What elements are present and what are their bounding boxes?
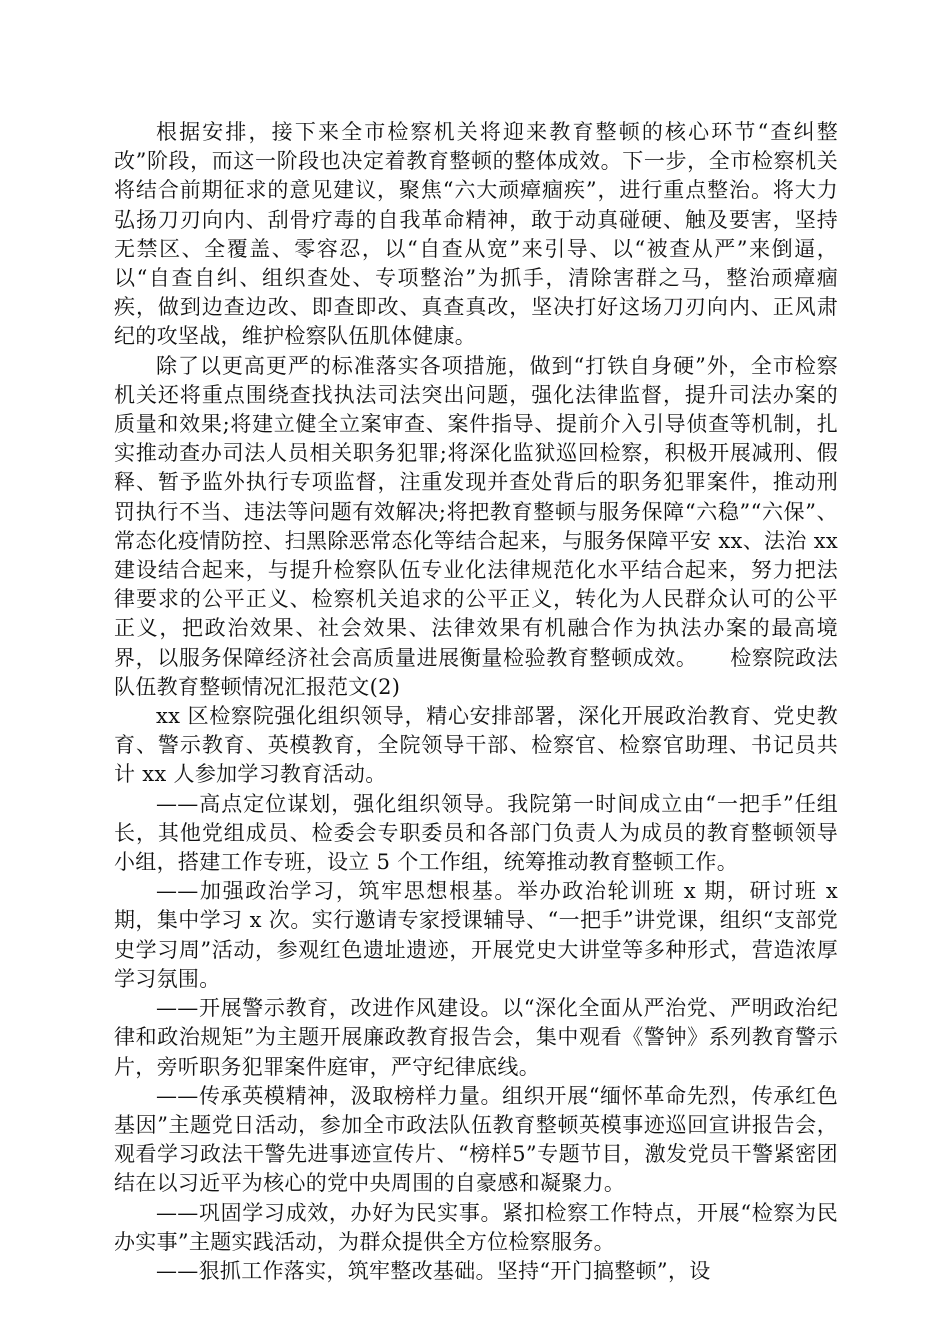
paragraph: ——加强政治学习，筑牢思想根基。举办政治轮训班 x 期，研讨班 x 期，集中学习 x 次。实行邀请专家授课辅导、“一把手”讲党课，组织“支部党史学习周”活动，参观红色遗址遗迹，开展党史大讲堂等多种形式，营造浓厚学习氛围。	[114, 879, 838, 991]
paragraph: ——传承英模精神，汲取榜样力量。组织开展“缅怀革命先烈，传承红色基因”主题党日活动，参加全市政法队伍教育整顿英模事迹巡回宣讲报告会，观看学习政法干警先进事迹宣传片、“榜样5”专题节目，激发党员干警紧密团结在以习近平为核心的党中央周围的自豪感和凝聚力。	[114, 1083, 838, 1196]
document-body	[114, 118, 838, 1286]
paragraph: ——巩固学习成效，办好为民实事。紧扣检察工作特点，开展“检察为民办实事”主题实践活动，为群众提供全方位检察服务。	[114, 1200, 838, 1254]
paragraph: 根据安排，接下来全市检察机关将迎来教育整顿的核心环节“查纠整改”阶段，而这一阶段也决定着教育整顿的整体成效。下一步，全市检察机关将结合前期征求的意见建议，聚焦“六大顽瘴痼疾”，进行重点整治。将大力弘扬刀刃向内、刮骨疗毒的自我革命精神，敢于动真碰硬、触及要害，坚持无禁区、全覆盖、零容忍，以“自查从宽”来引导、以“被查从严”来倒逼，以“自查自纠、组织查处、专项整治”为抓手，清除害群之马，整治顽瘴痼疾，做到边查边改、即查即改、真查真改，坚决打好这场刀刃向内、正风肃纪的攻坚战，维护检察队伍肌体健康。	[114, 120, 838, 349]
paragraph: ——开展警示教育，改进作风建设。以“深化全面从严治党、严明政治纪律和政治规矩”为主题开展廉政教育报告会，集中观看《警钟》系列教育警示片，旁听职务犯罪案件庭审，严守纪律底线。	[114, 996, 838, 1079]
paragraph: 除了以更高更严的标准落实各项措施，做到“打铁自身硬”外，全市检察机关还将重点围绕查找执法司法突出问题，强化法律监督，提升司法办案的质量和效果;将建立健全立案审查、案件指导、提前介入引导侦查等机制，扎实推动查办司法人员相关职务犯罪;将深化监狱巡回检察，积极开展减刑、假释、暂予监外执行专项监督，注重发现并查处背后的职务犯罪案件，推动刑罚执行不当、违法等问题有效解决;将把教育整顿与服务保障“六稳”“六保”、常态化疫情防控、扫黑除恶常态化等结合起来，与服务保障平安 xx、法治 xx 建设结合起来，与提升检察队伍专业化法律规范化水平结合起来，努力把法律要求的公平正义、检察机关追求的公平正义，转化为人民群众认可的公平正义，把政治效果、社会效果、法律效果有机融合作为执法办案的最高境界，以服务保障经济社会高质量进展衡量检验教育整顿成效。 检察院政法队伍教育整顿情况汇报范文(2)	[114, 353, 838, 699]
paragraph: ——高点定位谋划，强化组织领导。我院第一时间成立由“一把手”任组长，其他党组成员、检委会专职委员和各部门负责人为成员的教育整顿领导小组，搭建工作专班，设立 5 个工作组，统筹推动教育整顿工作。	[114, 791, 838, 875]
paragraph: ——狠抓工作落实，筑牢整改基础。坚持“开门搞整顿”，设	[156, 1258, 711, 1283]
paragraph: xx 区检察院强化组织领导，精心安排部署，深化开展政治教育、党史教育、警示教育、英模教育，全院领导干部、检察官、检察官助理、书记员共计 xx 人参加学习教育活动。	[114, 704, 838, 787]
